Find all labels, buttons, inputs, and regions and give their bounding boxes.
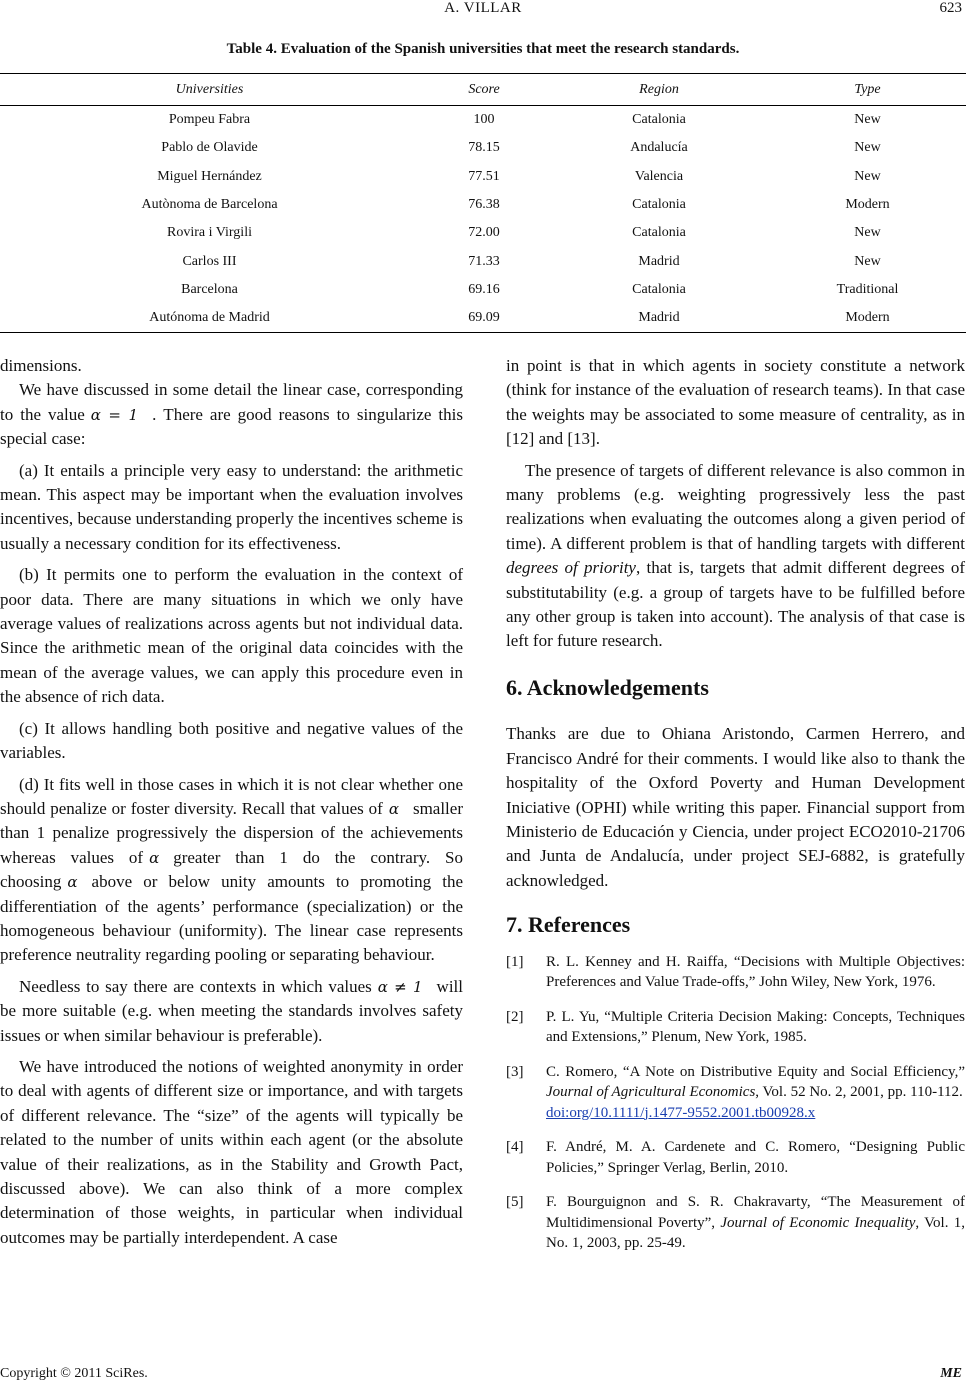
paragraph-network: in point is that in which agents in society constitute a network (think for instance of the evaluation of research teams). In that case the weights may be associated to some measure of centrality, as in [12] and [13]. [506,356,965,449]
paragraph-item-a: (a) It entails a principle very easy to understand: the arithmetic mean. This aspect may be important when the evaluation involves incentives, because understanding properly the incentives scheme is usually a necessary condition for its effectiveness. [0,460,463,553]
formula-alpha-equals-one: α = 1 [90,405,139,424]
table-row [0,219,966,247]
cell-score: 71.33 [468,253,500,269]
reference-item [506,1062,965,1124]
text-run: , that is, targets that admit different degrees of substitutability (e.g. a group of targets have to be fulfilled before any other group is taken into account). The analysis of that case is left for future research. [506,558,966,651]
cell-university: Autònoma de Barcelona [141,197,278,213]
journal-title: Journal of Agricultural Economics [546,1084,756,1101]
cell-region: Catalonia [632,112,686,128]
column-header-score: Score [468,81,500,97]
paragraph-item-d [0,773,463,968]
paragraph-weighted-anonymity: We have introduced the notions of weighted anonymity in order to deal with agents of different size or importance, and with targets of different relevance. The “size” of the agents will typically be related to the number of units within each agent (or the absolute value of their realizations, as in the Stability and Growth Pact, discussed above). We can also think of a more complex determination of those weights, in particular when individual outcomes may be partially interdependent. A case [0,1056,463,1247]
cell-score: 69.09 [468,310,500,326]
paragraph-item-c: (c) It allows handling both positive and negative values of the variables. [0,718,463,763]
text-run: will be more suitable (e.g. when meeting the standards involves safety issues or when similar behaviour is preferable). [0,976,463,1045]
paragraph-targets [506,459,965,654]
paragraph-linear-case [0,378,463,451]
cell-score: 100 [473,112,495,128]
reference-item [506,1192,965,1254]
cell-university: Rovira i Virgili [167,225,252,241]
left-column [0,354,463,1250]
reference-item [506,952,965,993]
page-number: 623 [939,0,962,16]
cell-region: Catalonia [632,225,686,241]
table-header-row [0,74,966,106]
text-run: . There are good reasons to singularize this special case: [0,404,463,449]
cell-university: Autónoma de Madrid [149,310,270,326]
cell-score: 76.38 [468,197,500,213]
cell-type: New [854,253,881,269]
cell-region: Madrid [638,253,680,269]
cell-type: New [854,112,881,128]
reference-text [546,1007,965,1048]
table-row [0,247,966,275]
cell-university: Barcelona [181,281,238,297]
cell-type: New [854,225,881,241]
text-run: P. L. Yu, “Multiple Criteria Decision Making: Concepts, Techniques and Extensions,” Plenum, New York, 1985. [546,1008,965,1046]
universities-table [0,73,966,333]
footer-journal: ME [940,1366,962,1381]
doi-link[interactable]: doi:org/10.1111/j.1477-9552.2001.tb00928.x [546,1104,816,1121]
section-heading-references: 7. References [506,912,631,938]
reference-text [546,1137,965,1178]
text-run: We have discussed in some detail the linear case, corresponding to the value [0,380,463,424]
cell-score: 69.16 [468,281,500,297]
reference-number: [2] [506,1008,524,1025]
paragraph-item-b: (b) It permits one to perform the evaluation in the context of poor data. There are many situations in which we only have average values of realizations across agents but not individual data. Since the arithmetic mean of the original data coincides with the mean of the average values, we can apply this procedure even in the absence of rich data. [0,565,463,707]
symbol-alpha: α [67,873,78,892]
reference-number: [4] [506,1139,524,1156]
journal-title: Journal of Economic Inequality [720,1214,916,1231]
text-run: R. L. Kenney and H. Raiffa, “Decisions with Multiple Objectives: Preferences and Value Trade-offs,” John Wiley, New York, 1976. [546,953,965,991]
right-column [506,354,965,1268]
reference-item [506,1137,965,1178]
cell-score: 72.00 [468,225,500,241]
cell-university: Miguel Hernández [157,168,262,184]
formula-alpha-not-one: α ≠ 1 [377,977,423,996]
cell-university: Pablo de Olavide [161,140,258,156]
cell-type: Modern [845,310,890,326]
text-run: C. Romero, “A Note on Distributive Equity and Social Efficiency,” [546,1063,965,1080]
text-run: smaller than 1 penalize progressively the dispersion of the achievements whereas values of [0,798,463,867]
cell-type: Traditional [836,281,899,297]
symbol-alpha: α [149,848,160,867]
paragraph-dimensions: dimensions. [0,356,82,375]
section-heading-acknowledgements: 6. Acknowledgements [506,674,709,700]
cell-region: Andalucía [630,140,688,156]
text-run: above or below unity amounts to promoting the differentiation of the agents’ performance (specialization) or the homogeneous behaviour (uniformity). The linear case represents preference neutrality regarding pooling or separating behaviour. [0,872,463,965]
text-run: Needless to say there are contexts in which values [19,976,372,996]
footer-copyright: Copyright © 2011 SciRes. [0,1366,148,1381]
text-run: , Vol. 1, No. 1, 2003, pp. 25-49. [546,1214,966,1252]
table-row [0,134,966,162]
cell-score: 77.51 [468,168,500,184]
column-header-universities: Universities [175,81,244,97]
cell-score: 78.15 [468,140,500,156]
reference-number: [5] [506,1194,524,1211]
table-row [0,304,966,333]
reference-number: [1] [506,953,524,970]
cell-region: Valencia [634,168,684,184]
reference-text [546,952,965,993]
symbol-alpha: α [388,799,399,818]
reference-text [546,1192,965,1254]
cell-university: Carlos III [182,253,237,269]
table-row [0,106,966,135]
text-run: greater than 1 do the contrary. So choosing [0,847,463,892]
text-run: , Vol. 52 No. 2, 2001, pp. 110-112. [755,1084,963,1101]
column-header-region: Region [639,81,679,97]
text-run: (d) It fits well in those cases in which it is not clear whether one should penalize or foster diversity. Recall that values of [0,774,463,818]
running-header-author: A. VILLAR [444,0,522,16]
cell-university: Pompeu Fabra [168,112,251,128]
cell-type: New [854,168,881,184]
text-run: F. André, M. A. Cardenete and C. Romero, “Designing Public Policies,” Springer Verlag, Berlin, 2010. [546,1139,965,1176]
paragraph-acknowledgements: Thanks are due to Ohiana Aristondo, Carmen Herrero, and Francisco André for their comments. I would like also to thank the hospitality of the Oxford Poverty and Human Development Iniciative (OPHI) while writing this paper. Financial support from Ministerio de Educación y Ciencia, under project ECO2010-21706 and Junta de Andalucía, under project SEJ-6882, is gratefully acknowledged. [506,724,965,890]
reference-text [546,1062,965,1124]
reference-item [506,1007,965,1048]
cell-region: Catalonia [632,281,686,297]
table-caption: Table 4. Evaluation of the Spanish universities that meet the research standards. [226,41,740,57]
table-row [0,163,966,191]
text-run: F. Bourguignon and S. R. Chakravarty, “The Measurement of Multidimensional Poverty”, [546,1194,965,1231]
emphasis-degrees-of-priority: degrees of priority [506,558,636,578]
table-row [0,191,966,219]
text-run: The presence of targets of different relevance is also common in many problems (e.g. weighting progressively less the past realizations when evaluating the outcomes along a given period of time). A different problem is that of handling targets with different [506,460,965,553]
reference-number: [3] [506,1063,524,1080]
cell-type: New [854,140,881,156]
table-row [0,276,966,304]
cell-type: Modern [845,197,890,213]
cell-region: Catalonia [632,197,686,213]
cell-region: Madrid [638,310,680,326]
column-header-type: Type [854,81,881,97]
paragraph-needless [0,975,463,1048]
